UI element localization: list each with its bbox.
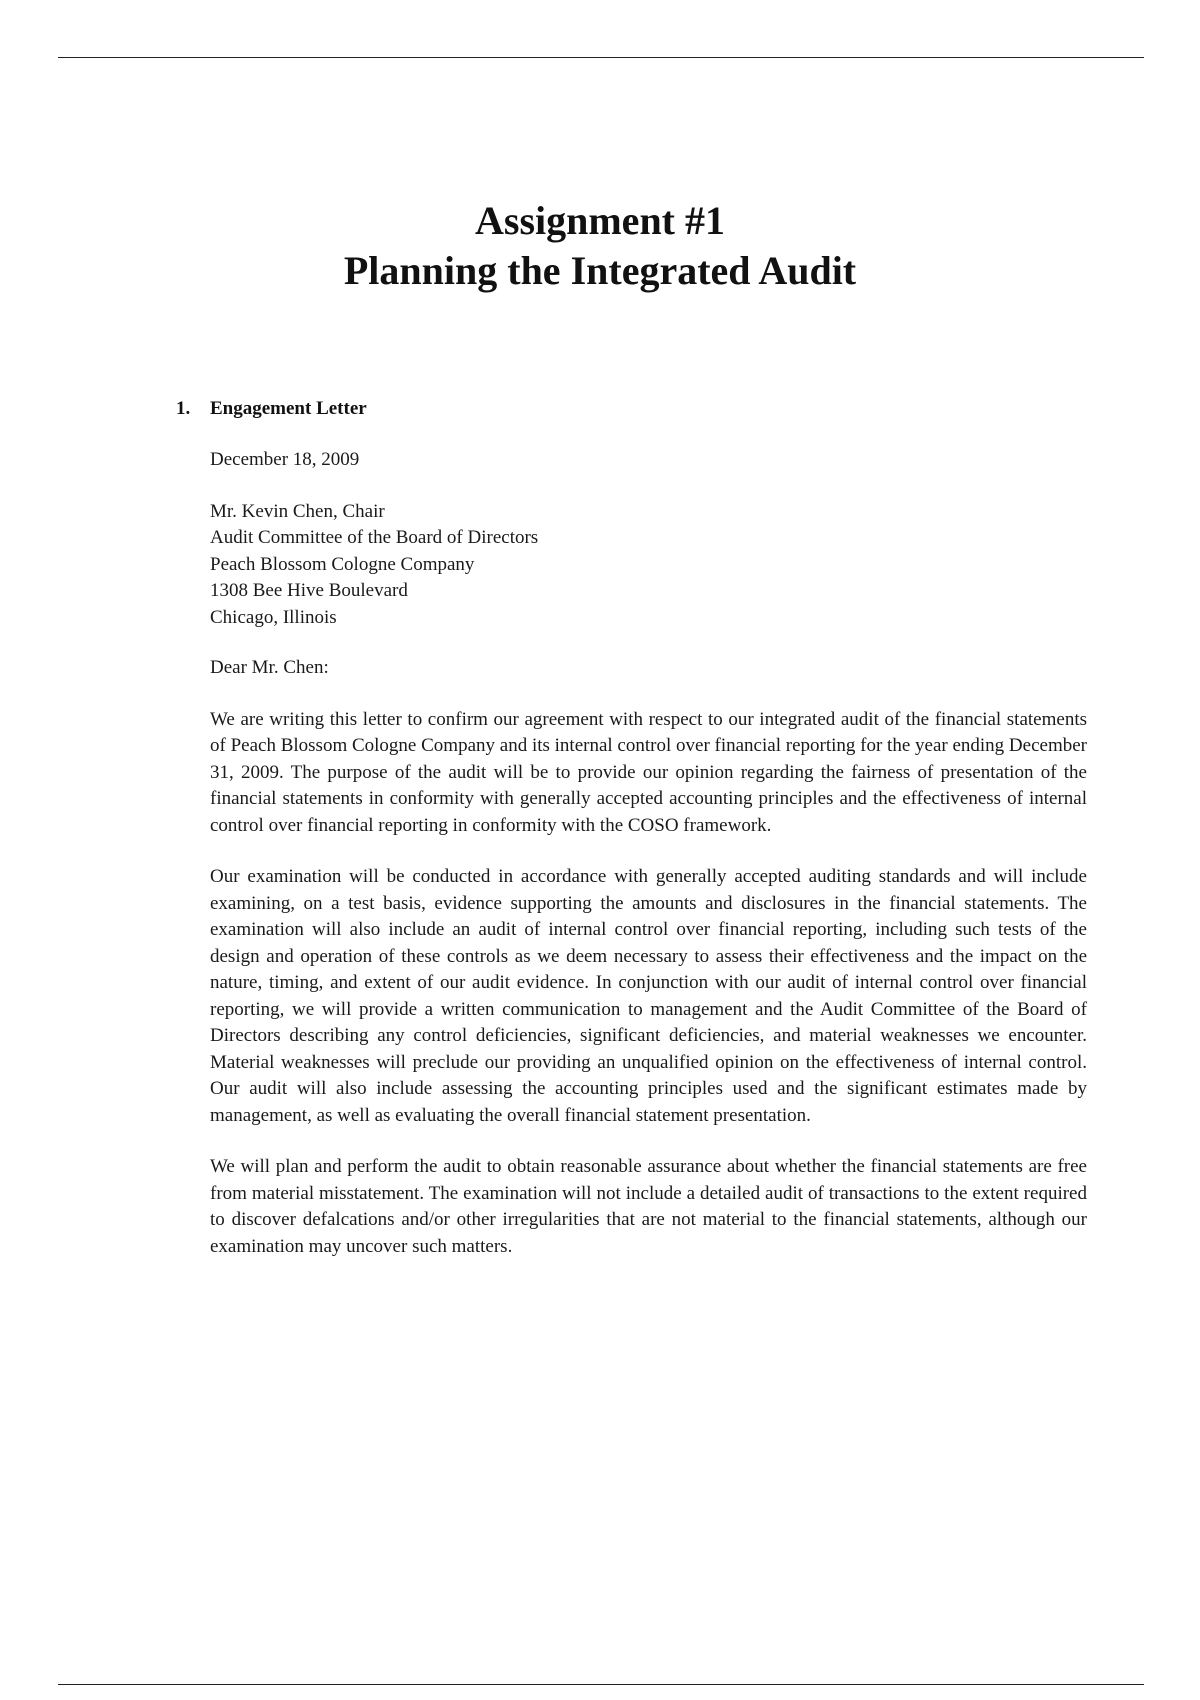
- address-line: 1308 Bee Hive Boulevard: [210, 580, 408, 601]
- recipient-address: [210, 499, 1087, 632]
- address-line: Mr. Kevin Chen, Chair: [210, 500, 385, 522]
- letter-paragraph: We will plan and perform the audit to obtain reasonable assurance about whether the financial statements are free from material misstatement. The examination will not include a detailed audit of transactions to the extent required to discover defalcations and/or other irregularities that are not material to the financial statements, although our examination may uncover such matters.: [210, 1156, 1087, 1257]
- address-line: Chicago, Illinois: [210, 606, 337, 628]
- top-rule: [58, 57, 1144, 58]
- section-heading: [176, 396, 1094, 422]
- salutation: Dear Mr. Chen:: [210, 657, 329, 678]
- bottom-rule: [58, 1684, 1144, 1685]
- section-heading-text: Engagement Letter: [210, 398, 367, 419]
- letter-date: December 18, 2009: [210, 449, 360, 470]
- address-line: Peach Blossom Cologne Company: [210, 553, 475, 575]
- letter-paragraph: We are writing this letter to confirm our agreement with respect to our integrated audit of the financial statements of Peach Blossom Cologne Company and its internal control over financial reporting for the year ending December 31, 2009. The purpose of the audit will be to provide our opinion regarding the fairness of presentation of the financial statements in conformity with generally accepted accounting principles and the effectiveness of internal control over financial reporting in conformity with the COSO framework.: [210, 708, 1087, 836]
- document-title: [0, 196, 1200, 296]
- section-engagement-letter: [176, 396, 1094, 1260]
- title-line-1: Assignment #1: [474, 198, 726, 243]
- title-line-2: Planning the Integrated Audit: [343, 248, 857, 293]
- engagement-letter: [210, 447, 1087, 1260]
- letter-paragraph: Our examination will be conducted in accordance with generally accepted auditing standards and will include examining, on a test basis, evidence supporting the amounts and disclosures in the financial statements. The examination will also include an audit of internal control over financial reporting, including such tests of the design and operation of these controls as we deem necessary to assess their effectiveness and the impact on the nature, timing, and extent of our audit evidence. In conjunction with our audit of internal control over financial reporting, we will provide a written communication to management and the Audit Committee of the Board of Directors describing any control deficiencies, significant deficiencies, and material weaknesses we encounter. Material weaknesses will preclude our providing an unqualified opinion on the effectiveness of internal control. Our audit will also include assessing the accounting principles used and the significant estimates made by management, as well as evaluating the overall financial statement presentation.: [210, 866, 1087, 1126]
- section-number: 1.: [176, 398, 191, 419]
- address-line: Audit Committee of the Board of Directors: [210, 527, 539, 548]
